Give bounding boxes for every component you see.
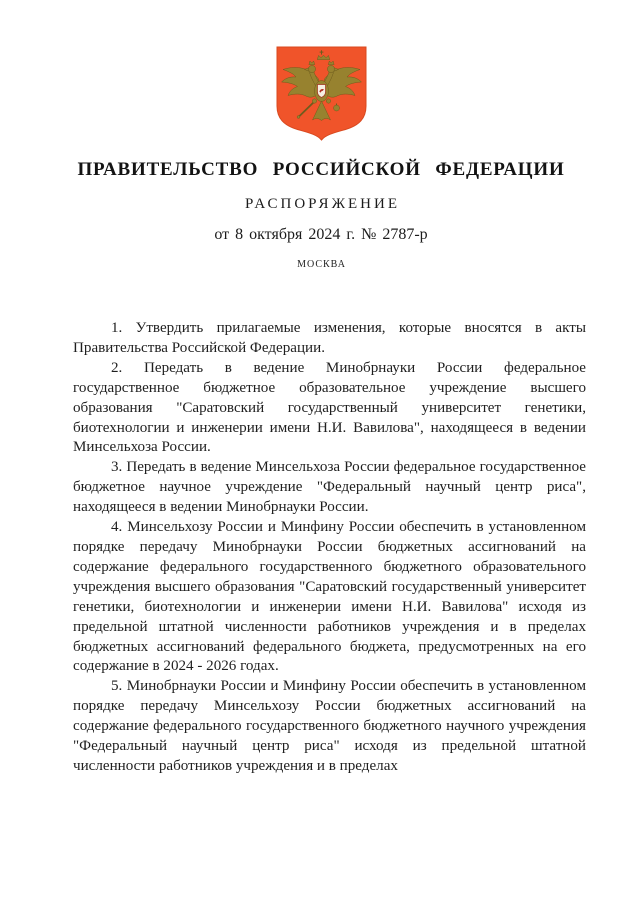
document-type-title: РАСПОРЯЖЕНИЕ [244, 196, 400, 212]
document-city-label: МОСКВА [297, 259, 346, 270]
emblem-container [0, 0, 642, 141]
paragraph-2: 2. Передать в ведение Минобрнауки России федеральное государственное бюджетное образовательное учреждение высшего образования "Саратовский государственный университет генетики, биотехнологии и инженерии имени Н.И. Вавилова", находящееся в ведении Минсельхоза России. [73, 359, 586, 456]
document-body [73, 319, 586, 777]
paragraph-3: 3. Передать в ведение Минсельхоза России федеральное государственное бюджетное научное учреждение "Федеральный научный центр риса", находящееся в ведении Минобрнауки России. [73, 459, 586, 516]
paragraph-5: 5. Минобрнауки России и Минфину России обеспечить в установленном порядке передачу Минсельхозу России бюджетных ассигнований на содержание федерального государственного бюджетного научного учреждения "Федеральный научный центр риса" исходя из предельной штатной численности работников учреждения и в пределах [73, 678, 586, 774]
document-issuer-title: ПРАВИТЕЛЬСТВО РОССИЙСКОЙ ФЕДЕРАЦИИ [77, 159, 565, 180]
russia-coat-of-arms-icon [276, 46, 367, 141]
rider-shield-icon [317, 85, 325, 98]
paragraph-4: 4. Минсельхозу России и Минфину России обеспечить в установленном порядке передачу Минобрнауки России бюджетных ассигнований на содержание федерального государственного бюджетного образовательного учреждения высшего образования "Саратовский государственный университет генетики, биотехнологии и инженерии имени Н.И. Вавилова" исходя из предельной штатной численности работников учреждения и в пределах бюджетных ассигнований федерального бюджета, предусмотренных на его содержание в 2024 - 2026 годах. [73, 519, 586, 675]
paragraph-1: 1. Утвердить прилагаемые изменения, которые вносятся в акты Правительства Российской Федерации. [73, 320, 586, 356]
document-date-number: от 8 октября 2024 г. № 2787-р [214, 226, 428, 243]
